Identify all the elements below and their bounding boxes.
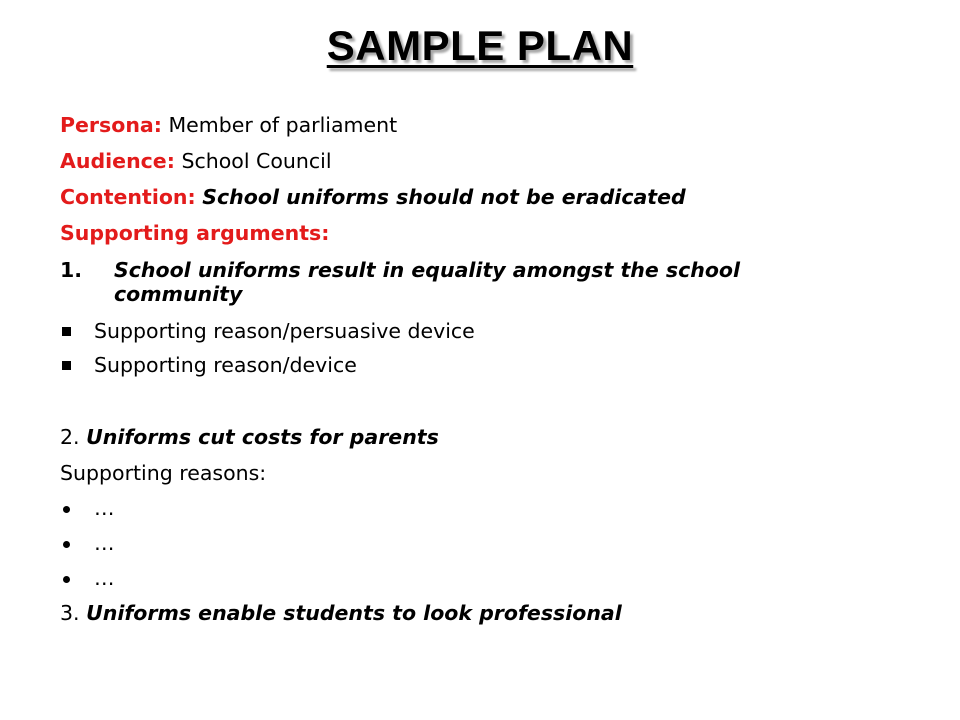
- argument-2-line: [60, 425, 439, 449]
- argument-1-text: School uniforms result in equality amongst the school community: [114, 258, 741, 306]
- argument-1-sub-item: Supporting reason/device: [94, 353, 357, 377]
- audience-label: Audience:: [60, 149, 175, 173]
- argument-2-text: Uniforms cut costs for parents: [86, 425, 439, 449]
- argument-3-line: [60, 601, 622, 625]
- page-title: SAMPLE PLAN: [326, 22, 634, 69]
- bullet-dot-icon: [63, 576, 70, 583]
- argument-3-number: 3.: [60, 601, 80, 625]
- supporting-arguments-heading: Supporting arguments:: [60, 221, 330, 245]
- supporting-reasons-label: Supporting reasons:: [60, 461, 267, 485]
- square-bullet-icon: [62, 327, 71, 336]
- bullet-dot-icon: [63, 506, 70, 513]
- persona-line: [60, 113, 397, 137]
- audience-line: [60, 149, 332, 173]
- persona-value: Member of parliament: [168, 113, 398, 137]
- persona-label: Persona:: [60, 113, 162, 137]
- bullet-dot-icon: [63, 541, 70, 548]
- reason-item: …: [94, 496, 115, 520]
- argument-2-number: 2.: [60, 425, 80, 449]
- argument-1-sub-item: Supporting reason/persuasive device: [94, 319, 475, 343]
- argument-3-text: Uniforms enable students to look professional: [86, 601, 622, 625]
- contention-label: Contention:: [60, 185, 196, 209]
- contention-line: [60, 185, 686, 209]
- reason-item: …: [94, 531, 115, 555]
- reason-item: …: [94, 566, 115, 590]
- argument-1-number: 1.: [60, 258, 83, 282]
- audience-value: School Council: [181, 149, 332, 173]
- square-bullet-icon: [62, 361, 71, 370]
- contention-value: School uniforms should not be eradicated: [202, 185, 686, 209]
